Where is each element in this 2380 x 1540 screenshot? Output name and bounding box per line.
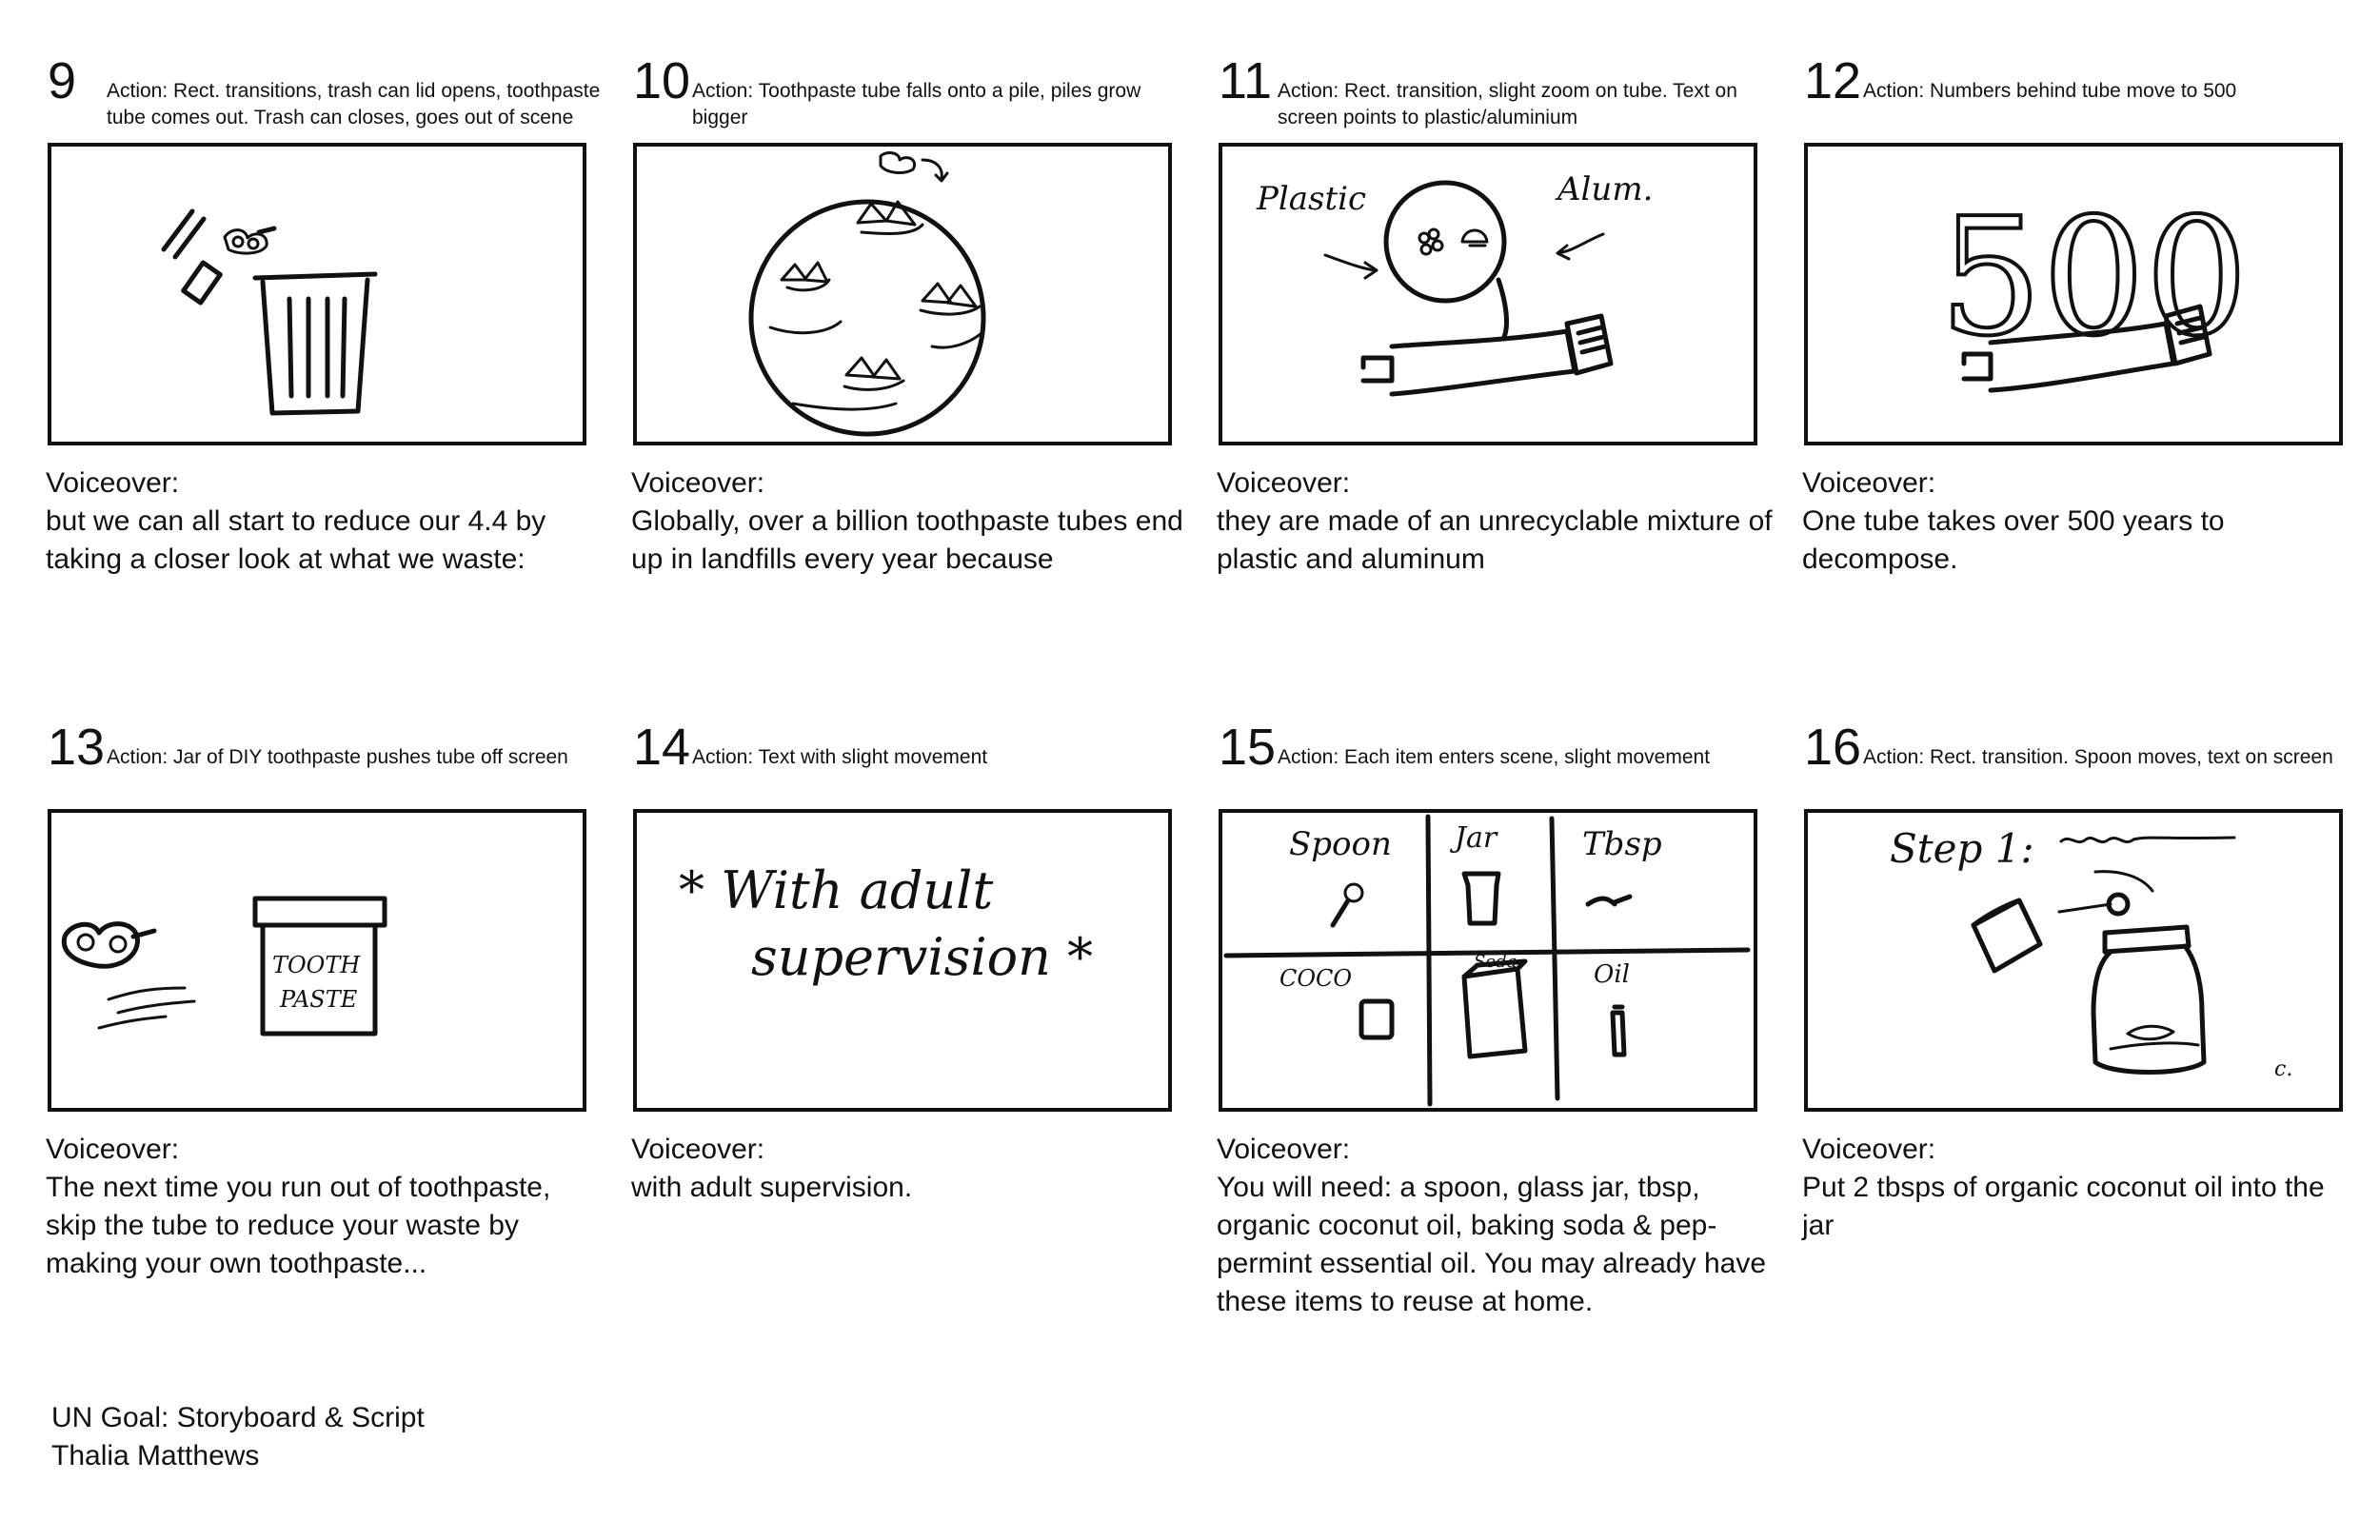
action-note: Action: Numbers behind tube move to 500: [1863, 80, 2237, 102]
panel-number: 13: [48, 719, 106, 776]
action-note: Action: Each item enters scene, slight movement: [1278, 746, 1711, 768]
soda-label: Soda: [1474, 952, 1517, 972]
landfill-globe-sketch: [637, 147, 1168, 442]
sketch-frame: [1219, 143, 1757, 445]
step-one-text: Step 1:: [1890, 825, 2034, 872]
voiceover-text: but we can all start to reduce our 4.4 by taking a closer look at what we waste:: [46, 505, 546, 575]
action-note: Action: Rect. transition. Spoon moves, text on screen: [1863, 746, 2333, 768]
storyboard-panel-16: [1804, 666, 2356, 1275]
sketch-frame: [1804, 143, 2343, 445]
sketch-frame: [633, 809, 1172, 1112]
voiceover-text: Globally, over a billion toothpaste tubes end up in landfills every year because: [631, 505, 1183, 575]
tbsp-label: Tbsp: [1582, 825, 1662, 863]
action-note: Action: Jar of DIY toothpaste pushes tube off screen: [107, 746, 568, 768]
jar-label-tooth: TOOTH: [272, 952, 361, 978]
storyboard-panel-11: [1219, 0, 1771, 609]
sketch-frame: [1219, 809, 1757, 1112]
sketch-frame: [48, 143, 586, 445]
tube-zoom-sketch: [1222, 147, 1754, 442]
voiceover-label: Voiceover:: [1217, 1134, 1351, 1165]
storyboard-panel-12: [1804, 0, 2356, 609]
diy-jar-sketch: [51, 813, 583, 1108]
step-one-sketch: [1808, 813, 2339, 1108]
action-note: Action: Rect. transition, slight zoom on tube. Text on screen points to plastic/aluminium: [1278, 80, 1737, 128]
sketch-frame: [1804, 809, 2343, 1112]
voiceover-text: they are made of an unrecyclable mixture of plastic and aluminum: [1217, 505, 1773, 575]
spoon-label: Spoon: [1289, 825, 1392, 863]
author-name: Thalia Matthews: [51, 1440, 260, 1471]
plastic-label: Plastic: [1257, 180, 1367, 218]
sketch-frame: [48, 809, 586, 1112]
panel-number: 9: [48, 52, 77, 109]
storyboard-panel-10: [633, 0, 1185, 609]
storyboard-panel-14: [633, 666, 1185, 1275]
voiceover-text: with adult supervision.: [631, 1172, 913, 1203]
voiceover-label: Voiceover:: [1217, 467, 1351, 499]
voiceover-text: You will need: a spoon, glass jar, tbsp, organic coconut oil, baking soda & pep-permint essential oil. You may already have these items to reuse at home.: [1217, 1172, 1767, 1317]
jar-label-paste: PASTE: [280, 986, 358, 1013]
supervision-line-1: * With adult: [679, 860, 994, 920]
voiceover-label: Voiceover:: [631, 467, 765, 499]
panel-number: 14: [633, 719, 691, 776]
storyboard-panel-9: [48, 0, 600, 609]
five-hundred-years-sketch: [1808, 147, 2339, 442]
supervision-text-sketch: [637, 813, 1168, 1108]
panel-number: 12: [1804, 52, 1862, 109]
voiceover-label: Voiceover:: [46, 1134, 180, 1165]
panel-number: 16: [1804, 719, 1862, 776]
storyboard-panel-13: [46, 666, 600, 1279]
voiceover-label: Voiceover:: [631, 1134, 765, 1165]
panel-number: 10: [633, 52, 691, 109]
supervision-line-2: supervision *: [751, 927, 1094, 987]
five-hundred-numeral: 500: [1939, 184, 2249, 372]
voiceover-text: Put 2 tbsps of organic coconut oil into the jar: [1802, 1172, 2325, 1241]
panel-number: 15: [1219, 719, 1277, 776]
project-title: UN Goal: Storyboard & Script: [51, 1402, 425, 1433]
coconut-label: COCO: [1279, 965, 1353, 992]
aluminium-label: Alum.: [1557, 170, 1654, 208]
jar-label: Jar: [1455, 821, 1497, 855]
action-note: Action: Rect. transitions, trash can lid opens, toothpaste tube comes out. Trash can closes, goes out of scene: [107, 80, 601, 128]
corner-mark: c.: [2274, 1057, 2293, 1081]
voiceover-label: Voiceover:: [1802, 467, 1936, 499]
action-note: Action: Toothpaste tube falls onto a pile, piles grow bigger: [692, 80, 1141, 128]
voiceover-text: One tube takes over 500 years to decompose.: [1802, 505, 2225, 575]
voiceover-label: Voiceover:: [1802, 1134, 1936, 1165]
voiceover-label: Voiceover:: [46, 467, 180, 499]
storyboard-panel-15: [1217, 666, 1771, 1317]
panel-number: 11: [1219, 52, 1273, 109]
sketch-frame: [633, 143, 1172, 445]
voiceover-text: The next time you run out of toothpaste, skip the tube to reduce your waste by making your own toothpaste...: [46, 1172, 551, 1279]
oil-label: Oil: [1594, 960, 1630, 989]
ingredients-grid-sketch: [1222, 813, 1754, 1108]
trash-can-sketch: [51, 147, 583, 442]
action-note: Action: Text with slight movement: [692, 746, 988, 768]
